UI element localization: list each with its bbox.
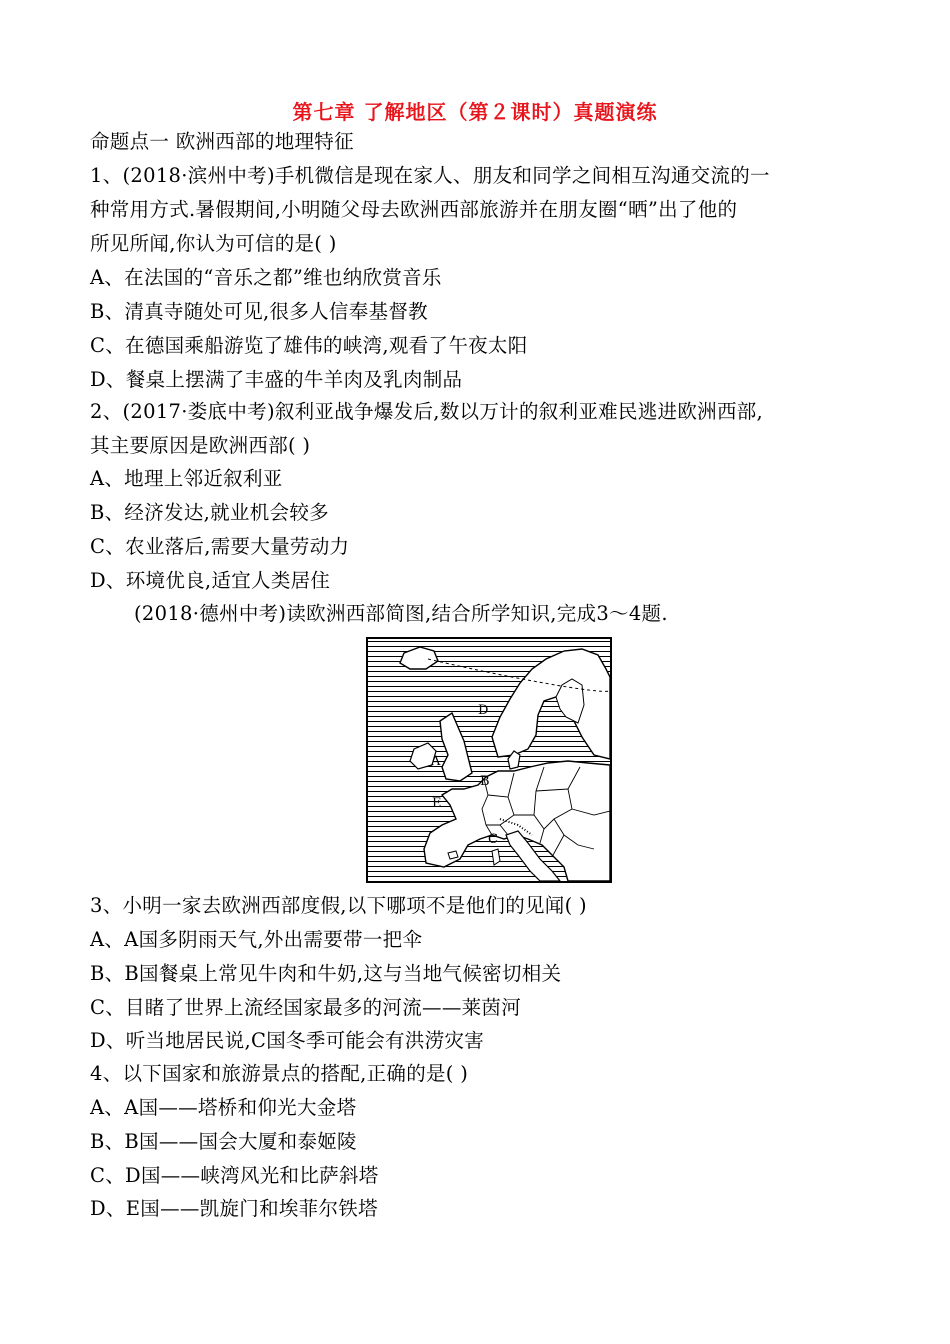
q1-stem-line2: 种常用方式.暑假期间,小明随父母去欧洲西部旅游并在朋友圈“晒”出了他的 <box>90 198 738 221</box>
q3-stem: 3、小明一家去欧洲西部度假,以下哪项不是他们的见闻( ) <box>90 894 587 917</box>
q3-option-a: A、A国多阴雨天气,外出需要带一把伞 <box>90 928 423 951</box>
map-label-d: D <box>478 703 489 718</box>
q4-option-a: A、A国——塔桥和仰光大金塔 <box>90 1096 357 1119</box>
map-label-e: E <box>432 796 442 811</box>
section-heading: 命题点一 欧洲西部的地理特征 <box>90 130 354 153</box>
q4-option-c: C、D国——峡湾风光和比萨斜塔 <box>90 1164 379 1187</box>
q1-option-a: A、在法国的“音乐之都”维也纳欣赏音乐 <box>90 266 442 289</box>
q3-4-intro: (2018·德州中考)读欧洲西部简图,结合所学知识,完成3～4题. <box>134 602 668 625</box>
q4-stem: 4、以下国家和旅游景点的搭配,正确的是( ) <box>90 1062 469 1085</box>
western-europe-map <box>366 637 612 883</box>
balearic-shape <box>448 851 458 859</box>
q4-option-b: B、B国——国会大厦和泰姬陵 <box>90 1130 357 1153</box>
q4-option-d: D、E国——凯旋门和埃菲尔铁塔 <box>90 1197 378 1220</box>
q1-stem-line1: 1、(2018·滨州中考)手机微信是现在家人、朋友和同学之间相互沟通交流的一 <box>90 164 770 187</box>
q1-stem-line3: 所见所闻,你认为可信的是( ) <box>90 232 337 255</box>
q2-stem-line1: 2、(2017·娄底中考)叙利亚战争爆发后,数以万计的叙利亚难民逃进欧洲西部, <box>90 400 764 423</box>
page-title: 第七章 了解地区（第２课时）真题演练 <box>292 100 658 124</box>
q2-option-c: C、农业落后,需要大量劳动力 <box>90 535 350 558</box>
map-label-a: A <box>431 754 441 769</box>
q1-option-b: B、清真寺随处可见,很多人信奉基督教 <box>90 300 428 323</box>
q1-option-d: D、餐桌上摆满了丰盛的牛羊肉及乳肉制品 <box>90 368 463 391</box>
q2-option-a: A、地理上邻近叙利亚 <box>90 467 283 490</box>
map-label-b: B <box>480 774 490 789</box>
q3-option-d: D、听当地居民说,C国冬季可能会有洪涝灾害 <box>90 1029 485 1052</box>
q1-option-c: C、在德国乘船游览了雄伟的峡湾,观看了午夜太阳 <box>90 334 528 357</box>
q3-option-b: B、B国餐桌上常见牛肉和牛奶,这与当地气候密切相关 <box>90 962 562 985</box>
q2-stem-line2: 其主要原因是欧洲西部( ) <box>90 434 311 457</box>
q2-option-d: D、环境优良,适宜人类居住 <box>90 569 331 592</box>
q2-option-b: B、经济发达,就业机会较多 <box>90 501 329 524</box>
map-label-c: C <box>488 832 498 847</box>
q3-option-c: C、目睹了世界上流经国家最多的河流——莱茵河 <box>90 996 522 1019</box>
